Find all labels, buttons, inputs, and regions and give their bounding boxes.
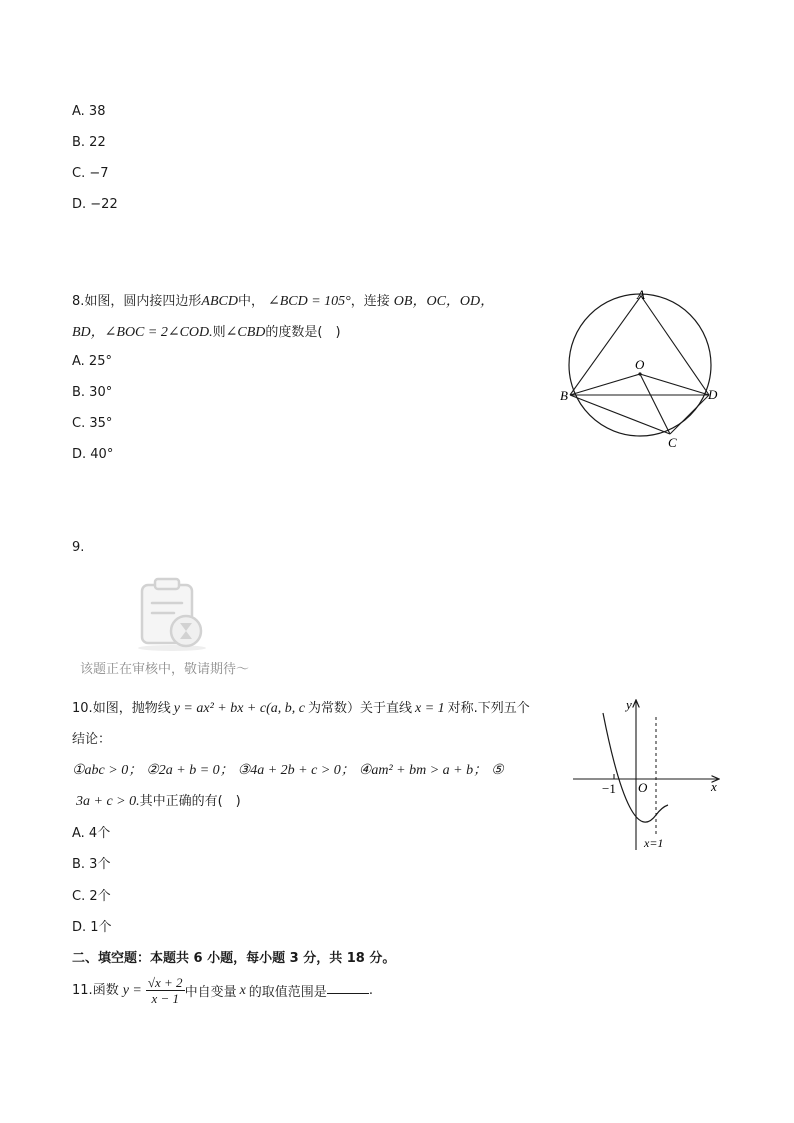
q8-math: ∠BCD = 105° <box>268 294 351 309</box>
q10-conclusion-1: ①abc > 0； <box>72 763 143 778</box>
q8-circle-figure <box>555 285 730 455</box>
q9-pending-text: 该题正在审核中，敬请期待～ <box>80 662 250 677</box>
q8-stem-line2 <box>72 321 341 341</box>
q10-math: x = 1 <box>415 701 445 716</box>
q10-stem-line1 <box>72 697 530 717</box>
q10-label-x: x <box>711 779 717 794</box>
q8-label-c: C <box>668 435 677 450</box>
q10-parabola-graph <box>570 695 730 855</box>
q7-option-d: D. −22 <box>72 197 118 212</box>
q11-text: 中自变量 <box>184 985 237 1000</box>
q10-conclusion-3: ③4a + 2b + c > 0； <box>237 763 355 778</box>
q10-option-d: D. 1个 <box>72 920 112 935</box>
q11-text: 函数 <box>92 983 119 998</box>
q8-math: ABCD <box>201 294 238 309</box>
q8-math: ∠CBD <box>225 325 266 340</box>
q10-conclusion-4: ④am² + bm > a + b； <box>358 763 488 778</box>
q8-text: 如图，圆内接四边形 <box>84 294 202 309</box>
q10-conclusion-2: ②2a + b = 0； <box>146 763 234 778</box>
q10-conclusions <box>72 759 504 779</box>
q11-denominator: x − 1 <box>151 991 179 1006</box>
q11-text: 的取值范围是 <box>248 985 327 1000</box>
q8-option-c: C. 35° <box>72 416 113 431</box>
section-heading: 二、填空题：本题共 6 小题，每小题 3 分，共 18 分。 <box>72 951 396 966</box>
q8-label-d: D <box>708 387 718 402</box>
q10-text: 为常数）关于直线 <box>307 701 412 716</box>
q10-math: y = ax² + bx + c(a, b, c <box>173 701 305 716</box>
q10-stem-line4 <box>76 790 241 810</box>
q8-label-a: A <box>637 287 645 302</box>
q10-text: 如图，抛物线 <box>92 701 171 716</box>
q10-option-c: C. 2个 <box>72 889 111 904</box>
q10-text: 对称.下列五个 <box>447 701 530 716</box>
q10-number: 10. <box>72 701 93 716</box>
q11-math: y = <box>122 982 142 998</box>
clipboard-hourglass-icon <box>128 575 212 653</box>
q11-numerator: √x + 2 <box>147 975 183 990</box>
q8-label-o: O <box>635 357 645 372</box>
q10-text: 其中正确的有( ) <box>139 794 241 809</box>
q7-option-a: A. 38 <box>72 104 106 119</box>
q10-label-origin: O <box>638 780 648 795</box>
q8-option-a: A. 25° <box>72 354 112 369</box>
q11-number: 11. <box>72 983 93 998</box>
q8-math: BD，∠BOC = 2∠COD. <box>72 325 213 340</box>
q8-text: 的度数是( ) <box>265 325 341 340</box>
q11-answer-blank[interactable] <box>327 981 369 994</box>
q10-option-a: A. 4个 <box>72 826 111 841</box>
q10-label-symmetry: x=1 <box>644 836 664 850</box>
q11-text: . <box>368 983 373 998</box>
q11-stem <box>72 975 373 1006</box>
q8-option-d: D. 40° <box>72 447 114 462</box>
q8-text: ，连接 <box>350 294 390 309</box>
q10-label-y: y <box>626 697 632 712</box>
q8-number: 8. <box>72 294 85 309</box>
q10-label-neg-one: −1 <box>602 781 616 796</box>
q11-fraction <box>146 975 185 1006</box>
q9-number: 9. <box>72 540 85 555</box>
q7-option-c: C. −7 <box>72 166 109 181</box>
q10-option-b: B. 3个 <box>72 857 111 872</box>
q10-math: 3a + c > 0. <box>76 794 140 809</box>
q10-conclusion-5: ⑤ <box>491 763 504 778</box>
q8-stem-line1 <box>72 290 494 310</box>
q11-math: x <box>239 982 246 998</box>
q8-math: OB，OC，OD， <box>393 294 495 309</box>
q8-text: 中， <box>237 294 264 309</box>
q8-label-b: B <box>560 388 568 403</box>
q10-stem-line2: 结论： <box>72 732 112 747</box>
q8-option-b: B. 30° <box>72 385 113 400</box>
q8-text: 则 <box>212 325 226 340</box>
q7-option-b: B. 22 <box>72 135 106 150</box>
